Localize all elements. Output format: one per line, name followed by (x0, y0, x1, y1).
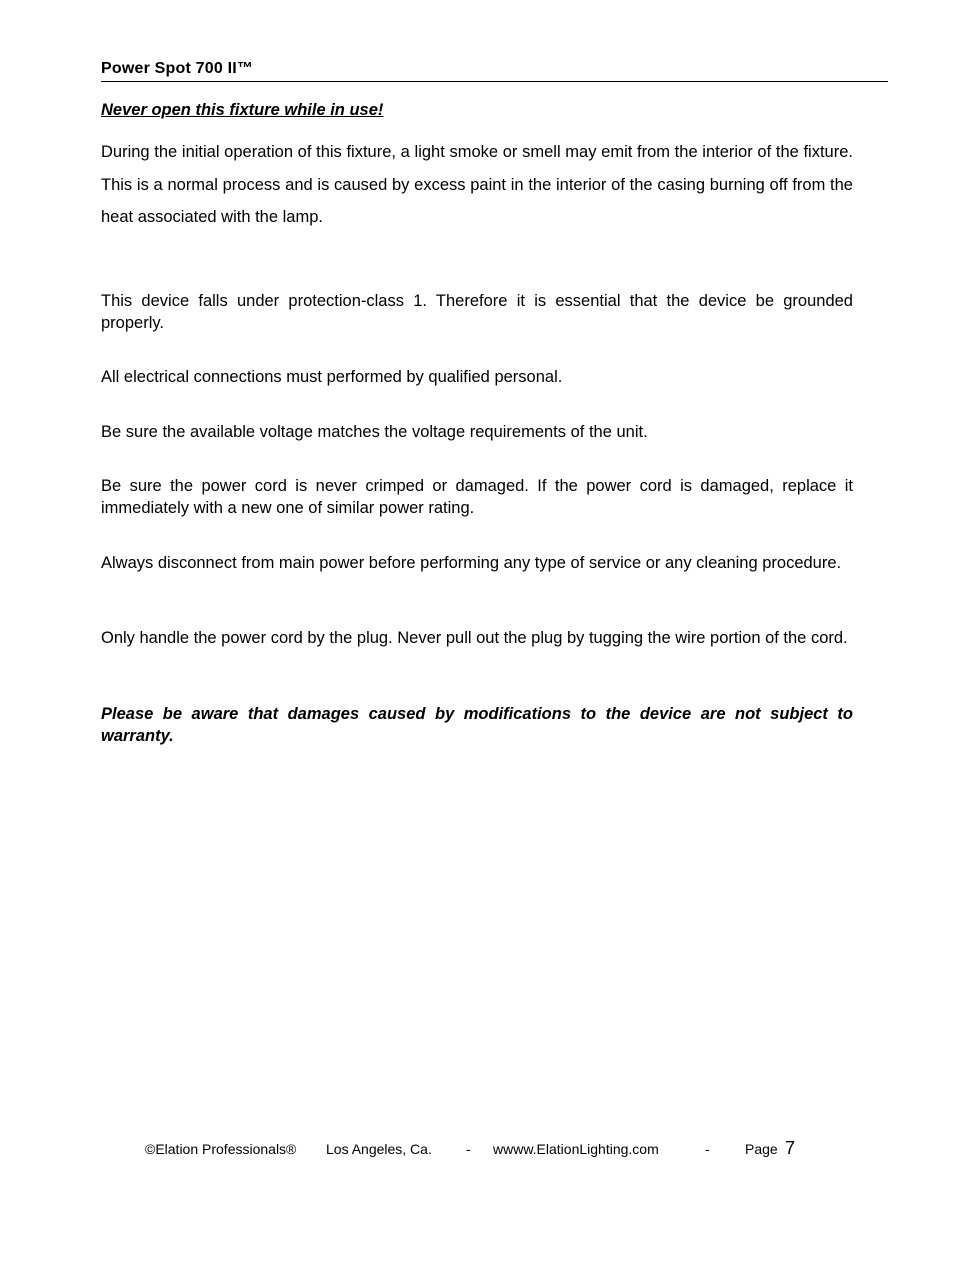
product-title: Power Spot 700 II™ (101, 60, 254, 77)
paragraph-disconnect-power: Always disconnect from main power before performing any type of service or any cleaning procedure. (101, 554, 842, 572)
page-footer (0, 1138, 954, 1285)
paragraph-voltage: Be sure the available voltage matches the voltage requirements of the unit. (101, 423, 648, 441)
footer-page-label: Page (745, 1141, 778, 1157)
paragraph-handle-plug: Only handle the power cord by the plug. Never pull out the plug by tugging the wire portion of the cord. (101, 629, 848, 647)
paragraph-power-cord: Be sure the power cord is never crimped or damaged. If the power cord is damaged, replace it immediately with a new one of similar power rating. (101, 477, 853, 517)
footer-website: wwww.ElationLighting.com (493, 1141, 659, 1157)
footer-location: Los Angeles, Ca. (326, 1141, 432, 1157)
paragraph-protection-class: This device falls under protection-class 1. Therefore it is essential that the device be grounded properly. (101, 292, 853, 332)
footer-separator: - (705, 1141, 710, 1157)
warranty-notice: Please be aware that damages caused by modifications to the device are not subject to warranty. (101, 705, 853, 745)
footer-separator: - (466, 1141, 471, 1157)
paragraph-electrical-connections: All electrical connections must performed by qualified personal. (101, 368, 563, 386)
page-header (101, 60, 888, 82)
warning-heading: Never open this fixture while in use! (101, 101, 384, 119)
paragraph-initial-operation: During the initial operation of this fixture, a light smoke or smell may emit from the interior of the fixture. This is a normal process and is caused by excess paint in the interior of the casing burning off from the heat associated with the lamp. (101, 143, 853, 226)
footer-page-number: 7 (785, 1138, 796, 1158)
footer-copyright: ©Elation Professionals® (145, 1141, 297, 1157)
